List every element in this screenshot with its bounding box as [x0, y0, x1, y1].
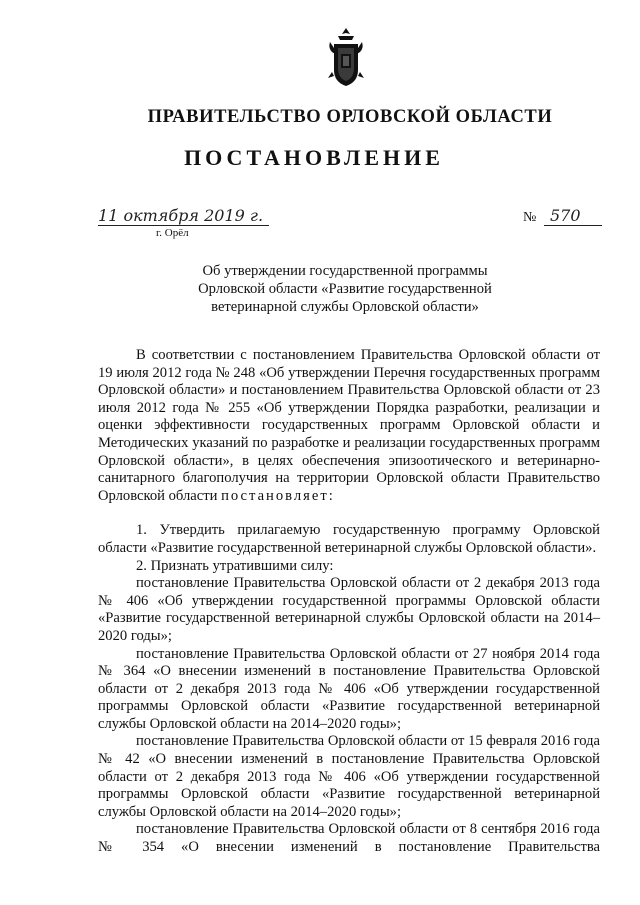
document-city: г. Орёл	[156, 227, 189, 239]
title-line: Об утверждении государственной программы	[202, 263, 488, 279]
preamble-text: В соответствии с постановлением Правительства Орловской области от 19 июля 2012 года № 248 «Об утверждении Перечня государственных программ Орловской области» и постановлением Правительства Орловской области от 23 июля 2012 года № 255 «Об утверждении Порядка разработки, реализации и оценки эффективности государственных программ Орловской области и Методических указаний по разработке и реализации государственных программ Орловской области», в целях обеспечения эпизоотического и ветеринарно-санитарного благополучия на территории Орловской области Правительство Орловской области	[98, 347, 600, 504]
repealed-item: постановление Правительства Орловской области от 2 декабря 2013 года № 406 «Об утверждении государственной программы Орловской области «Развитие государственной ветеринарной службы Орловской области на 2014–2020 годы»;	[98, 575, 600, 644]
item-2-paragraph: 2. Признать утратившими силу:	[136, 557, 334, 574]
document-date: 11 октября 2019 г.	[98, 207, 269, 226]
coat-of-arms-emblem	[324, 26, 368, 90]
document-body	[98, 347, 600, 857]
preamble-keyword: постановляет:	[221, 487, 335, 504]
title-line: ветеринарной службы Орловской области»	[211, 299, 479, 315]
item-1-paragraph: 1. Утвердить прилагаемую государственную программу Орловской области «Развитие государственной ветеринарной службы Орловской области».	[98, 522, 600, 556]
title-line: Орловской области «Развитие государственной	[198, 281, 492, 297]
document-type-heading: ПОСТАНОВЛЕНИЕ	[184, 145, 444, 170]
repealed-item: постановление Правительства Орловской области от 27 ноября 2014 года № 364 «О внесении изменений в постановление Правительства Орловской области от 2 декабря 2013 года № 406 «Об утверждении государственной программы Орловской области «Развитие государственной ветеринарной службы Орловской области на 2014–2020 годы»;	[98, 645, 600, 732]
preamble-paragraph	[98, 347, 600, 505]
number-label: №	[523, 210, 537, 225]
repealed-item: постановление Правительства Орловской области от 8 сентября 2016 года № 354 «О внесении изменений в постановление Правительства	[98, 821, 600, 856]
repealed-item: постановление Правительства Орловской области от 15 февраля 2016 года № 42 «О внесении изменений в постановление Правительства Орловской области от 2 декабря 2013 года № 406 «Об утверждении государственной программы Орловской области «Развитие государственной ветеринарной службы Орловской области на 2014–2020 годы»;	[98, 733, 600, 820]
organization-heading: ПРАВИТЕЛЬСТВО ОРЛОВСКОЙ ОБЛАСТИ	[147, 107, 553, 127]
document-number: 570	[544, 207, 602, 226]
document-title	[150, 262, 540, 316]
